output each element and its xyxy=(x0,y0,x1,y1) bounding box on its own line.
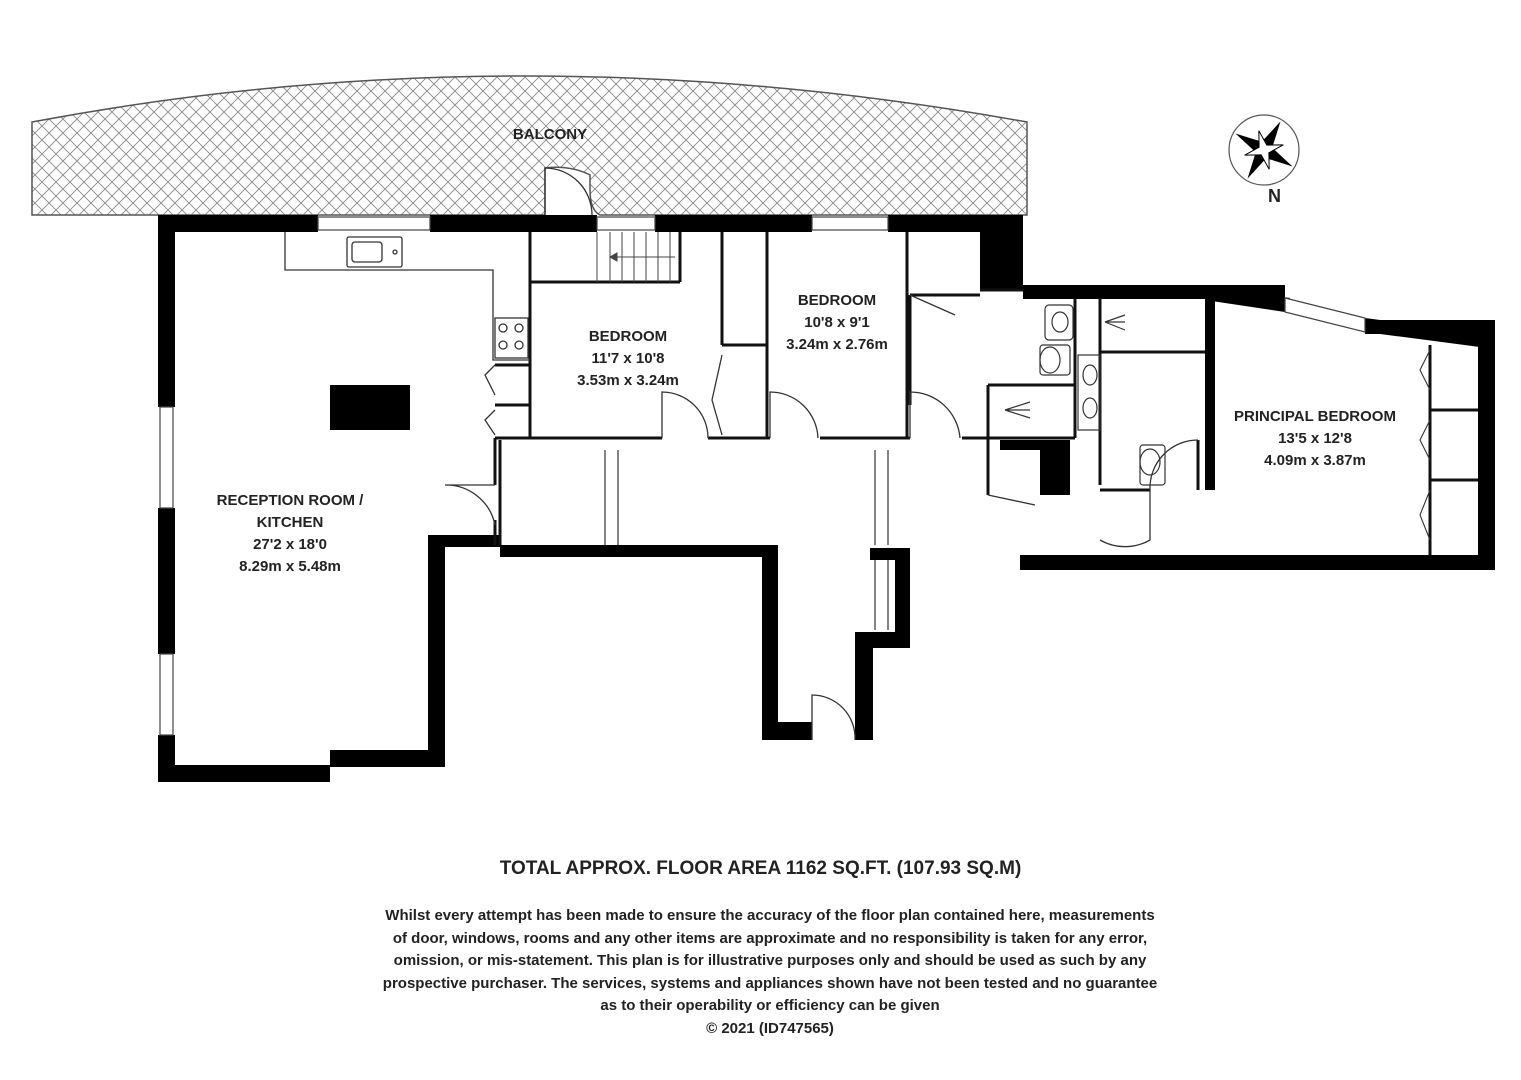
reception-name-line1: RECEPTION ROOM / xyxy=(216,492,364,509)
compass-icon xyxy=(1219,105,1309,195)
bedroom-2-name: BEDROOM xyxy=(797,292,877,309)
sliding-doors xyxy=(605,450,888,630)
compass-north-label: N xyxy=(1268,186,1281,206)
kitchen-counter xyxy=(285,232,530,360)
reception-label xyxy=(210,490,370,578)
disclaimer-line: Whilst every attempt has been made to ensure the accuracy of the floor plan contained here, measurements xyxy=(385,907,1155,924)
copyright: © 2021 (ID747565) xyxy=(706,1019,834,1037)
bedroom-2-label xyxy=(757,290,917,356)
disclaimer-line: of door, windows, rooms and any other items are approximate and no responsibility is taken for any error, xyxy=(392,929,1148,947)
disclaimer-line: prospective purchaser. The services, systems and appliances shown have not been tested and no guarantee xyxy=(382,974,1158,992)
bedroom-1-label xyxy=(548,326,708,392)
principal-bedroom-imperial: 13'5 x 12'8 xyxy=(1278,430,1352,447)
bedroom-1-imperial: 11'7 x 10'8 xyxy=(591,350,665,367)
reception-name-line2: KITCHEN xyxy=(256,514,324,531)
bedroom-1-metric: 3.53m x 3.24m xyxy=(577,372,679,389)
reception-metric: 8.29m x 5.48m xyxy=(239,558,341,575)
bedroom-2-imperial: 10'8 x 9'1 xyxy=(804,314,870,331)
disclaimer-line: omission, or mis-statement. This plan is for illustrative purposes only and should be used as such by any xyxy=(393,952,1147,969)
bedroom-1-name: BEDROOM xyxy=(588,328,668,345)
disclaimer-line: as to their operability or efficiency can be given xyxy=(600,997,940,1014)
bedroom-2-metric: 3.24m x 2.76m xyxy=(786,336,888,353)
principal-bedroom-metric: 4.09m x 3.87m xyxy=(1264,452,1366,469)
kitchen-island xyxy=(330,385,410,430)
stairs xyxy=(597,232,675,282)
principal-bedroom-label xyxy=(1215,406,1415,472)
balcony-label xyxy=(470,124,630,146)
total-floor-area: TOTAL APPROX. FLOOR AREA 1162 SQ.FT. (107.93 SQ.M) xyxy=(499,858,1022,879)
door-swings xyxy=(445,168,1198,740)
disclaimer xyxy=(330,905,1210,1040)
bathroom-fixtures xyxy=(1005,305,1165,485)
balcony-name: BALCONY xyxy=(512,126,588,143)
reception-imperial: 27'2 x 18'0 xyxy=(253,536,327,553)
principal-bedroom-name: PRINCIPAL BEDROOM xyxy=(1234,408,1396,425)
